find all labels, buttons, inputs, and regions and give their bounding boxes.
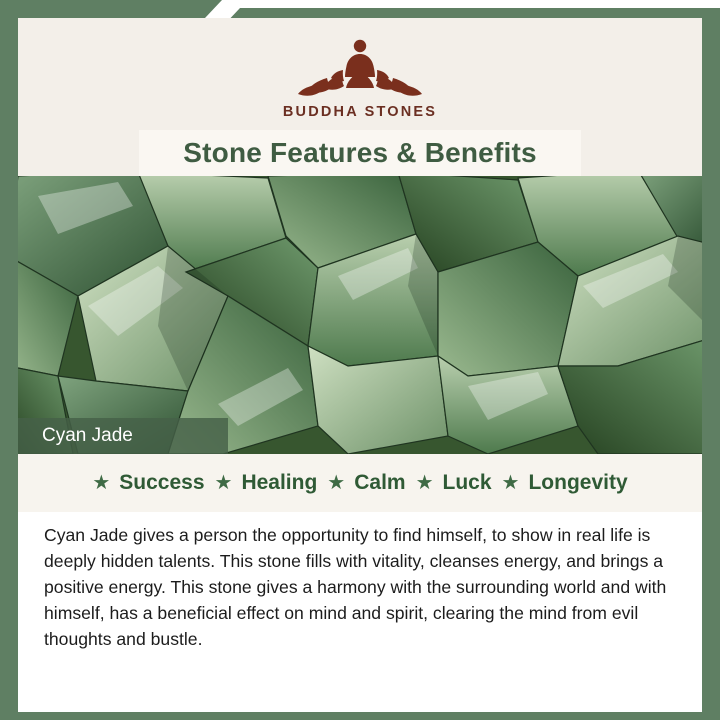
star-icon: ★ xyxy=(415,472,434,494)
photo-caption-bar xyxy=(18,418,228,454)
brand-logo xyxy=(283,30,437,120)
description-paragraph: Cyan Jade gives a person the opportunity to find himself, to show in real life is deeply hidden talents. This stone fills with vitality, cleanses energy, and brings a positive energy. This stone gives a harmony with the surrounding world and with himself, has a beneficial effect on mind and spirit, clearing the mind from evil thoughts and bustle. xyxy=(18,512,702,652)
star-icon: ★ xyxy=(214,472,233,494)
benefit-item xyxy=(502,471,628,495)
stone-photo-illustration xyxy=(18,176,702,454)
benefit-label: Healing xyxy=(241,471,318,494)
title-banner xyxy=(139,130,581,176)
benefit-label: Success xyxy=(119,471,205,494)
frame-bottom-bar xyxy=(0,712,720,720)
benefits-row xyxy=(18,454,702,512)
benefit-item xyxy=(416,471,492,495)
lotus-meditation-icon xyxy=(285,30,435,102)
benefit-item xyxy=(92,471,204,495)
page-title: Stone Features & Benefits xyxy=(183,137,537,168)
star-icon: ★ xyxy=(327,472,346,494)
header-section xyxy=(18,18,702,176)
brand-name: BUDDHA STONES xyxy=(282,104,438,120)
star-icon: ★ xyxy=(92,472,111,494)
content-card xyxy=(18,18,702,712)
benefit-label: Luck xyxy=(442,471,492,494)
benefit-label: Longevity xyxy=(528,471,628,494)
frame-top-left-bar xyxy=(0,0,205,18)
stone-name: Cyan Jade xyxy=(42,425,133,446)
benefit-label: Calm xyxy=(354,471,406,494)
star-icon: ★ xyxy=(501,472,520,494)
frame-right-bar xyxy=(702,8,720,720)
benefit-item xyxy=(215,471,318,495)
benefit-item xyxy=(327,471,405,495)
frame-left-bar xyxy=(0,0,18,712)
stone-photo xyxy=(18,176,702,454)
